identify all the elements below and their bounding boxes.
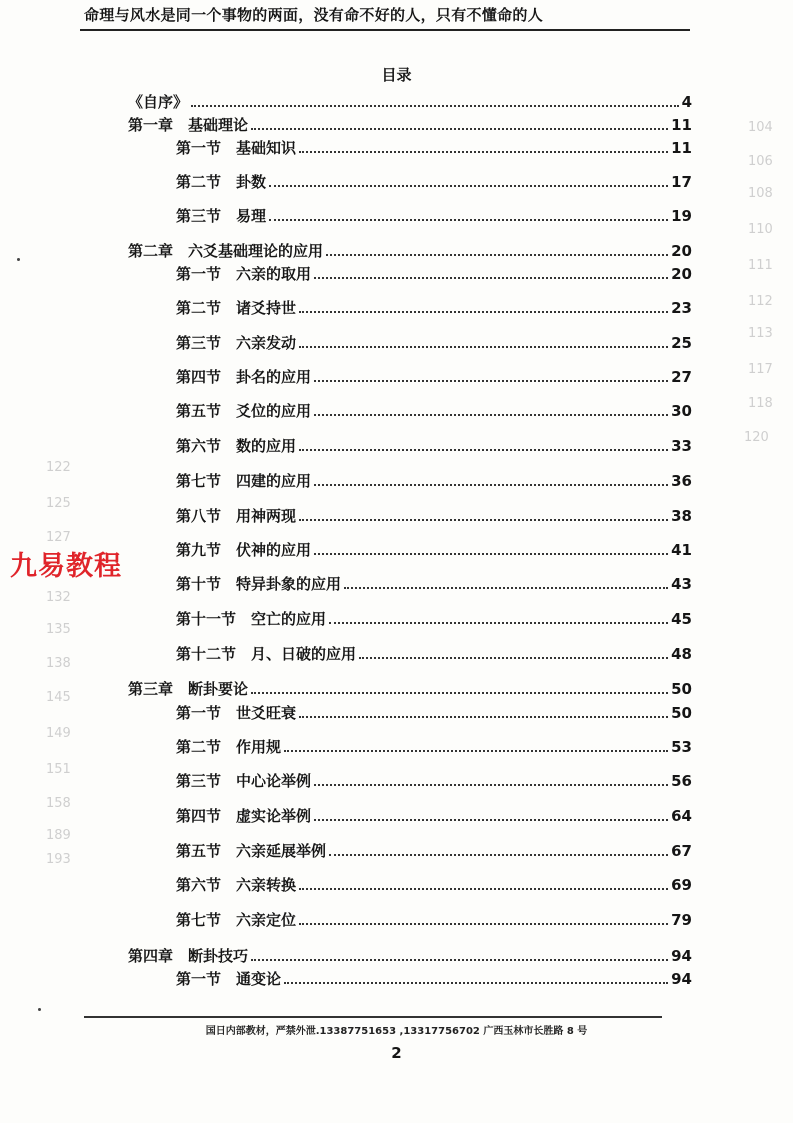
dot-leader bbox=[359, 657, 668, 659]
dot-leader bbox=[191, 105, 679, 107]
toc-entry-section[interactable] bbox=[176, 738, 692, 756]
dot-leader bbox=[314, 484, 668, 486]
toc-entry-chapter[interactable] bbox=[128, 680, 692, 698]
toc-entry-label: 第一节 基础知识 bbox=[176, 139, 297, 157]
bleed-through-number: 112 bbox=[748, 294, 773, 309]
toc-entry-page: 11 bbox=[671, 139, 692, 157]
toc-entry-label: 第二节 诸爻持世 bbox=[176, 299, 297, 317]
toc-entry-page: 56 bbox=[671, 772, 692, 790]
toc-entry-section[interactable] bbox=[176, 842, 692, 860]
toc-entry-page: 69 bbox=[671, 876, 692, 894]
toc-entry-label: 第三节 易理 bbox=[176, 207, 267, 225]
toc-entry-page: 11 bbox=[671, 116, 692, 134]
toc-entry-page: 94 bbox=[671, 947, 692, 965]
toc-entry-label: 第二节 作用规 bbox=[176, 738, 282, 756]
toc-entry-label: 第六节 数的应用 bbox=[176, 437, 297, 455]
bleed-through-number: 125 bbox=[46, 496, 71, 511]
dot-leader bbox=[269, 219, 668, 221]
toc-entry-label: 第十二节 月、日破的应用 bbox=[176, 645, 357, 663]
toc-entry-label: 第四节 卦名的应用 bbox=[176, 368, 312, 386]
toc-entry-section[interactable] bbox=[176, 472, 692, 490]
toc-entry-page: 20 bbox=[671, 242, 692, 260]
toc-entry-label: 第九节 伏神的应用 bbox=[176, 541, 312, 559]
bleed-through-number: 117 bbox=[748, 362, 773, 377]
toc-entry-page: 94 bbox=[671, 970, 692, 988]
bleed-through-number: 111 bbox=[748, 258, 773, 273]
toc-entry-label: 第三节 中心论举例 bbox=[176, 772, 312, 790]
dot-leader bbox=[314, 380, 668, 382]
toc-entry-label: 第八节 用神两现 bbox=[176, 507, 297, 525]
toc-entry-label: 第十节 特异卦象的应用 bbox=[176, 575, 342, 593]
toc-entry-label: 第七节 四建的应用 bbox=[176, 472, 312, 490]
toc-title: 目录 bbox=[381, 66, 412, 84]
page-number: 2 bbox=[391, 1044, 402, 1062]
toc-entry-section[interactable] bbox=[176, 437, 692, 455]
toc-entry-label: 《自序》 bbox=[128, 93, 189, 111]
toc-entry-section[interactable] bbox=[176, 970, 692, 988]
toc-entry-label: 第四章 断卦技巧 bbox=[128, 947, 249, 965]
dot-leader bbox=[251, 959, 668, 961]
toc-entry-label: 第二章 六爻基础理论的应用 bbox=[128, 242, 324, 260]
bleed-through-number: 135 bbox=[46, 622, 71, 637]
bleed-through-number: 158 bbox=[46, 796, 71, 811]
toc-entry-page: 45 bbox=[671, 610, 692, 628]
running-header: 命理与风水是同一个事物的两面，没有命不好的人，只有不懂命的人 bbox=[84, 6, 544, 24]
bleed-through-number: 120 bbox=[744, 430, 769, 445]
dot-leader bbox=[329, 622, 668, 624]
dot-leader bbox=[299, 346, 668, 348]
toc-entry-section[interactable] bbox=[176, 173, 692, 191]
footer-text: 国日内部教材，严禁外泄.13387751653 ,13317756702 广西玉林市长胜路 8 号 bbox=[205, 1026, 588, 1037]
toc-entry-page: 17 bbox=[671, 173, 692, 191]
toc-entry-section[interactable] bbox=[176, 368, 692, 386]
dot-leader bbox=[299, 449, 668, 451]
toc-entry-label: 第一节 六亲的取用 bbox=[176, 265, 312, 283]
toc-entry-page: 48 bbox=[671, 645, 692, 663]
dot-leader bbox=[251, 692, 668, 694]
toc-entry-page: 36 bbox=[671, 472, 692, 490]
bleed-through-number: 108 bbox=[748, 186, 773, 201]
dot-leader bbox=[299, 716, 668, 718]
dot-leader bbox=[314, 277, 668, 279]
dot-leader bbox=[299, 888, 668, 890]
toc-entry-label: 第三节 六亲发动 bbox=[176, 334, 297, 352]
toc-entry-page: 43 bbox=[671, 575, 692, 593]
stray-mark bbox=[38, 1008, 41, 1011]
bleed-through-number: 127 bbox=[46, 530, 71, 545]
dot-leader bbox=[344, 587, 668, 589]
toc-entry-page: 23 bbox=[671, 299, 692, 317]
toc-entry-section[interactable] bbox=[176, 334, 692, 352]
bleed-through-number: 151 bbox=[46, 762, 71, 777]
toc-entry-section[interactable] bbox=[176, 575, 692, 593]
bleed-through-number: 122 bbox=[46, 460, 71, 475]
toc-entry-section[interactable] bbox=[176, 807, 692, 825]
toc-entry-label: 第三章 断卦要论 bbox=[128, 680, 249, 698]
toc-entry-page: 4 bbox=[681, 93, 692, 111]
bleed-through-number: 118 bbox=[748, 396, 773, 411]
toc-entry-label: 第六节 六亲转换 bbox=[176, 876, 297, 894]
header-rule bbox=[80, 29, 690, 31]
dot-leader bbox=[299, 151, 668, 153]
toc-entry-chapter[interactable] bbox=[128, 242, 692, 260]
watermark: 九易教程 bbox=[10, 551, 122, 582]
bleed-through-number: 138 bbox=[46, 656, 71, 671]
dot-leader bbox=[314, 819, 668, 821]
toc-entry-label: 第二节 卦数 bbox=[176, 173, 267, 191]
toc-entry-section[interactable] bbox=[176, 772, 692, 790]
dot-leader bbox=[284, 750, 668, 752]
toc-entry-page: 67 bbox=[671, 842, 692, 860]
dot-leader bbox=[251, 128, 668, 130]
toc-entry-section[interactable] bbox=[176, 541, 692, 559]
toc-entry-section[interactable] bbox=[176, 704, 692, 722]
toc-entry-page: 25 bbox=[671, 334, 692, 352]
bleed-through-number: 132 bbox=[46, 590, 71, 605]
bleed-through-number: 189 bbox=[46, 828, 71, 843]
toc-entry-section[interactable] bbox=[176, 610, 692, 628]
toc-entry-section[interactable] bbox=[176, 139, 692, 157]
bleed-through-number: 106 bbox=[748, 154, 773, 169]
toc-entry-page: 64 bbox=[671, 807, 692, 825]
bleed-through-number: 113 bbox=[748, 326, 773, 341]
toc-entry-page: 50 bbox=[671, 680, 692, 698]
toc-entry-chapter[interactable] bbox=[128, 116, 692, 134]
dot-leader bbox=[269, 185, 668, 187]
toc-entry-section[interactable] bbox=[176, 911, 692, 929]
toc-entry-label: 第一节 世爻旺衰 bbox=[176, 704, 297, 722]
dot-leader bbox=[314, 784, 668, 786]
toc-entry-label: 第五节 爻位的应用 bbox=[176, 402, 312, 420]
bleed-through-number: 104 bbox=[748, 120, 773, 135]
dot-leader bbox=[299, 923, 668, 925]
toc-entry-section[interactable] bbox=[176, 402, 692, 420]
dot-leader bbox=[329, 854, 668, 856]
toc-entry-section[interactable] bbox=[176, 645, 692, 663]
toc-entry-section[interactable] bbox=[176, 265, 692, 283]
dot-leader bbox=[299, 519, 668, 521]
toc-entry-label: 第五节 六亲延展举例 bbox=[176, 842, 327, 860]
toc-entry-section[interactable] bbox=[176, 207, 692, 225]
toc-entry-page: 30 bbox=[671, 402, 692, 420]
dot-leader bbox=[284, 982, 668, 984]
toc-entry-page: 41 bbox=[671, 541, 692, 559]
toc-entry-page: 20 bbox=[671, 265, 692, 283]
toc-entry-page: 50 bbox=[671, 704, 692, 722]
footer-rule bbox=[84, 1016, 662, 1018]
toc-entry-section[interactable] bbox=[176, 299, 692, 317]
bleed-through-number: 110 bbox=[748, 222, 773, 237]
bleed-through-number: 145 bbox=[46, 690, 71, 705]
toc-entry-page: 79 bbox=[671, 911, 692, 929]
toc-entry-page: 27 bbox=[671, 368, 692, 386]
toc-entry-label: 第四节 虚实论举例 bbox=[176, 807, 312, 825]
bleed-through-number: 149 bbox=[46, 726, 71, 741]
toc-entry-preface[interactable] bbox=[128, 93, 692, 111]
toc-entry-label: 第一章 基础理论 bbox=[128, 116, 249, 134]
toc-entry-label: 第七节 六亲定位 bbox=[176, 911, 297, 929]
stray-mark bbox=[17, 258, 20, 261]
toc-entry-section[interactable] bbox=[176, 507, 692, 525]
dot-leader bbox=[299, 311, 668, 313]
toc-entry-page: 38 bbox=[671, 507, 692, 525]
bleed-through-number: 193 bbox=[46, 852, 71, 867]
toc-entry-page: 19 bbox=[671, 207, 692, 225]
toc-entry-label: 第一节 通变论 bbox=[176, 970, 282, 988]
dot-leader bbox=[326, 254, 668, 256]
dot-leader bbox=[314, 553, 668, 555]
dot-leader bbox=[314, 414, 668, 416]
toc-entry-section[interactable] bbox=[176, 876, 692, 894]
toc-entry-label: 第十一节 空亡的应用 bbox=[176, 610, 327, 628]
toc-entry-page: 53 bbox=[671, 738, 692, 756]
toc-entry-page: 33 bbox=[671, 437, 692, 455]
toc-entry-chapter[interactable] bbox=[128, 947, 692, 965]
